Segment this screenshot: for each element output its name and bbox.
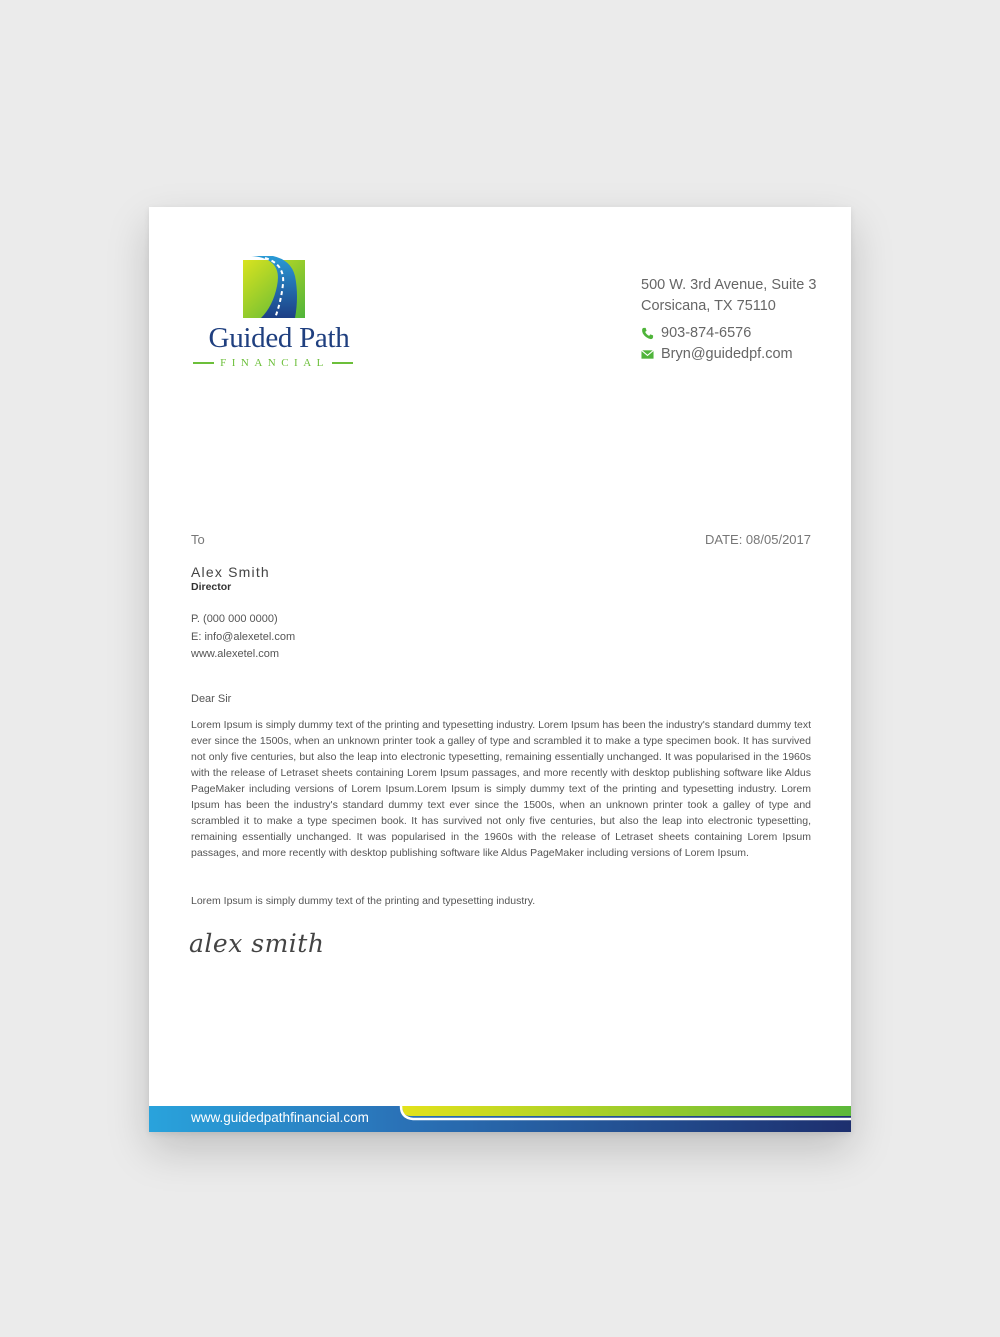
logo-tagline-text: FINANCIAL bbox=[220, 357, 329, 369]
recipient-contact bbox=[191, 611, 295, 664]
tagline-rule-left bbox=[193, 362, 214, 364]
road-logo-icon bbox=[243, 256, 305, 318]
sender-phone-row bbox=[641, 323, 841, 344]
letter-date: DATE: 08/05/2017 bbox=[705, 532, 811, 547]
company-logo bbox=[189, 253, 369, 373]
sender-email[interactable]: Bryn@guidedpf.com bbox=[661, 346, 793, 362]
sender-email-row bbox=[641, 344, 841, 365]
tagline-rule-right bbox=[332, 362, 353, 364]
sender-phone[interactable]: 903-874-6576 bbox=[661, 325, 752, 341]
footer-bar bbox=[149, 1106, 851, 1132]
recipient-title: Director bbox=[191, 581, 232, 593]
letter-closing: Lorem Ipsum is simply dummy text of the printing and typesetting industry. bbox=[191, 895, 536, 907]
envelope-icon bbox=[641, 348, 654, 361]
salutation: Dear Sir bbox=[191, 693, 232, 705]
logo-tagline bbox=[193, 356, 353, 370]
recipient-email[interactable]: E: info@alexetel.com bbox=[191, 630, 296, 643]
to-label: To bbox=[191, 532, 205, 547]
recipient-name: Alex Smith bbox=[191, 564, 270, 580]
sender-contact-block bbox=[641, 275, 841, 365]
recipient-phone: P. (000 000 0000) bbox=[191, 613, 278, 625]
logo-wordmark: Guided Path bbox=[208, 322, 350, 354]
sender-address-line1: 500 W. 3rd Avenue, Suite 3 bbox=[641, 277, 817, 293]
footer-website[interactable]: www.guidedpathfinancial.com bbox=[191, 1110, 369, 1125]
recipient-website[interactable]: www.alexetel.com bbox=[191, 648, 280, 660]
letter-body: Lorem Ipsum is simply dummy text of the printing and typesetting industry. Lorem Ipsum has been the industry's standard dummy text ever since the 1500s, when an unknown printer took a galley of type and scrambled it to make a type specimen book. It has survived not only five centuries, but also the leap into electronic typesetting, remaining essentially unchanged. It was popularised in the 1960s with the release of Letraset sheets containing Lorem Ipsum passages, and more recently with desktop publishing software like Aldus PageMaker including versions of Lorem Ipsum.Lorem Ipsum is simply dummy text of the printing and typesetting industry. Lorem Ipsum has been the industry's standard dummy text ever since the 1500s, when an unknown printer took a galley of type and scrambled it to make a type specimen book. It has survived not only five centuries, but also the leap into electronic typesetting, remaining essentially unchanged. It was popularised in the 1960s with the release of Letraset sheets containing Lorem Ipsum passages, and more recently with desktop publishing software like Aldus PageMaker including versions of Lorem Ipsum. bbox=[191, 719, 811, 859]
phone-icon bbox=[641, 327, 654, 340]
sender-address-line2: Corsicana, TX 75110 bbox=[641, 298, 776, 314]
letterhead-page bbox=[149, 207, 851, 1132]
signature: alex smith bbox=[189, 929, 325, 958]
